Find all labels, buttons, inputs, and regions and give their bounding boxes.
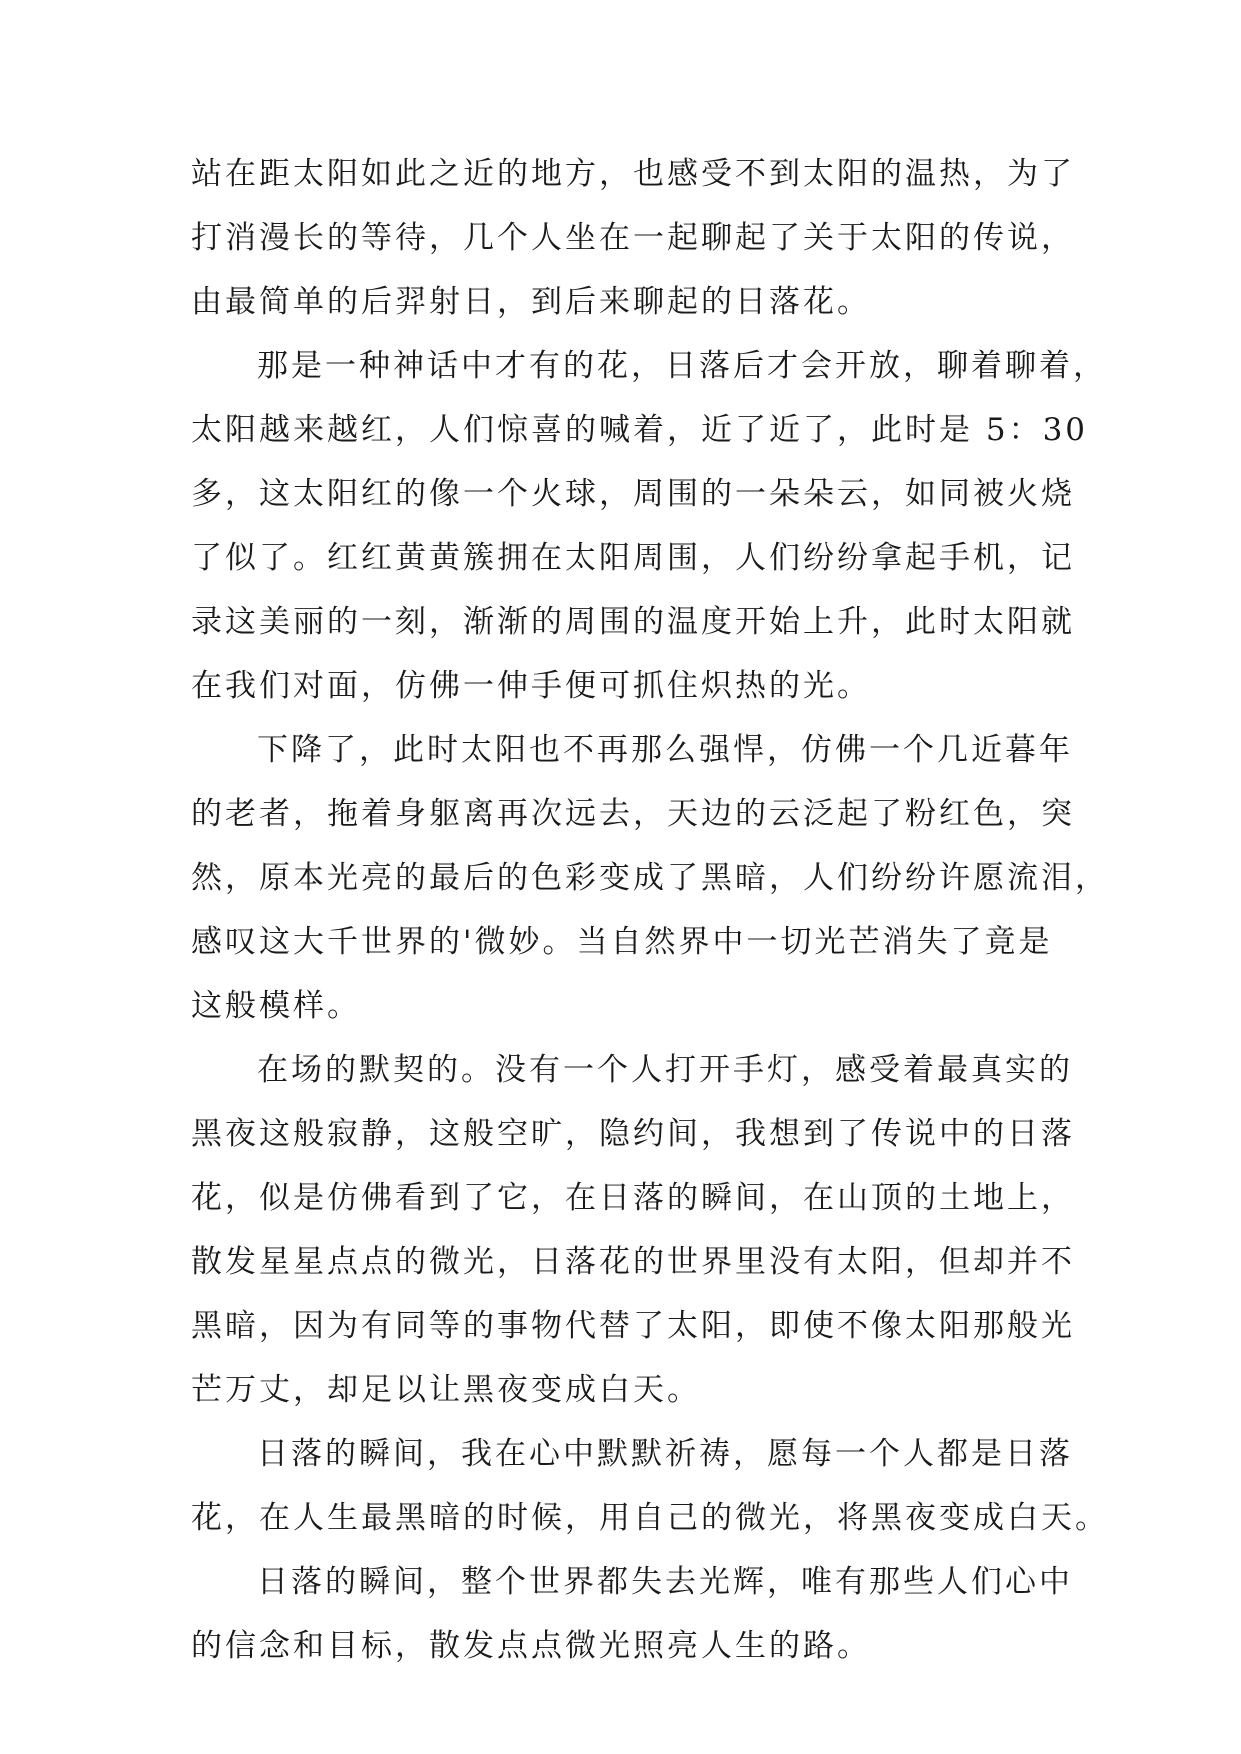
document-body: [191, 142, 1109, 1678]
text-line: 黑夜这般寂静，这般空旷，隐约间，我想到了传说中的日落: [191, 1116, 1075, 1152]
text-line: 日落的瞬间，我在心中默默祈祷，愿每一个人都是日落: [257, 1436, 1073, 1472]
text-line: 由最简单的后羿射日，到后来聊起的日落花。: [191, 284, 871, 320]
paragraph-4: [191, 1038, 1075, 1422]
text-line: 黑暗，因为有同等的事物代替了太阳，即使不像太阳那般光: [191, 1308, 1075, 1344]
text-line: 在我们对面，仿佛一伸手便可抓住炽热的光。: [191, 668, 871, 704]
text-line: 散发星星点点的微光，日落花的世界里没有太阳，但却并不: [191, 1244, 1075, 1280]
text-line: 芒万丈，却足以让黑夜变成白天。: [191, 1372, 701, 1408]
text-line: 的老者，拖着身躯离再次远去，天边的云泛起了粉红色，突: [191, 796, 1075, 832]
text-line: 下降了，此时太阳也不再那么强悍，仿佛一个几近暮年: [257, 732, 1073, 768]
text-line: 了似了。红红黄黄簇拥在太阳周围，人们纷纷拿起手机，记: [191, 540, 1075, 576]
text-line: 录这美丽的一刻，渐渐的周围的温度开始上升，此时太阳就: [191, 604, 1075, 640]
text-line: 打消漫长的等待，几个人坐在一起聊起了关于太阳的传说，: [191, 220, 1075, 256]
paragraph-1: [191, 142, 1075, 334]
text-line: 感叹这大千世界的'微妙。当自然界中一切光芒消失了竟是: [191, 924, 1053, 960]
text-line: 花，在人生最黑暗的时候，用自己的微光，将黑夜变成白天。: [191, 1500, 1109, 1536]
text-line: 站在距太阳如此之近的地方，也感受不到太阳的温热，为了: [191, 156, 1075, 192]
text-line: 在场的默契的。没有一个人打开手灯，感受着最真实的: [257, 1052, 1073, 1088]
paragraph-5: [191, 1422, 1109, 1550]
text-line: 花，似是仿佛看到了它，在日落的瞬间，在山顶的土地上，: [191, 1180, 1075, 1216]
text-line: 日落的瞬间，整个世界都失去光辉，唯有那些人们心中: [257, 1564, 1073, 1600]
text-line: 多，这太阳红的像一个火球，周围的一朵朵云，如同被火烧: [191, 476, 1075, 512]
text-line: 太阳越来越红，人们惊喜的喊着，近了近了，此时是 5：30: [191, 412, 1089, 448]
text-line: 那是一种神话中才有的花，日落后才会开放，聊着聊着，: [257, 348, 1107, 384]
paragraph-6: [191, 1550, 1071, 1678]
text-line: 然，原本光亮的最后的色彩变成了黑暗，人们纷纷许愿流泪，: [191, 860, 1109, 896]
text-line: 的信念和目标，散发点点微光照亮人生的路。: [191, 1628, 871, 1664]
paragraph-3: [191, 718, 1109, 1038]
paragraph-2: [191, 334, 1107, 718]
text-line: 这般模样。: [191, 988, 361, 1024]
